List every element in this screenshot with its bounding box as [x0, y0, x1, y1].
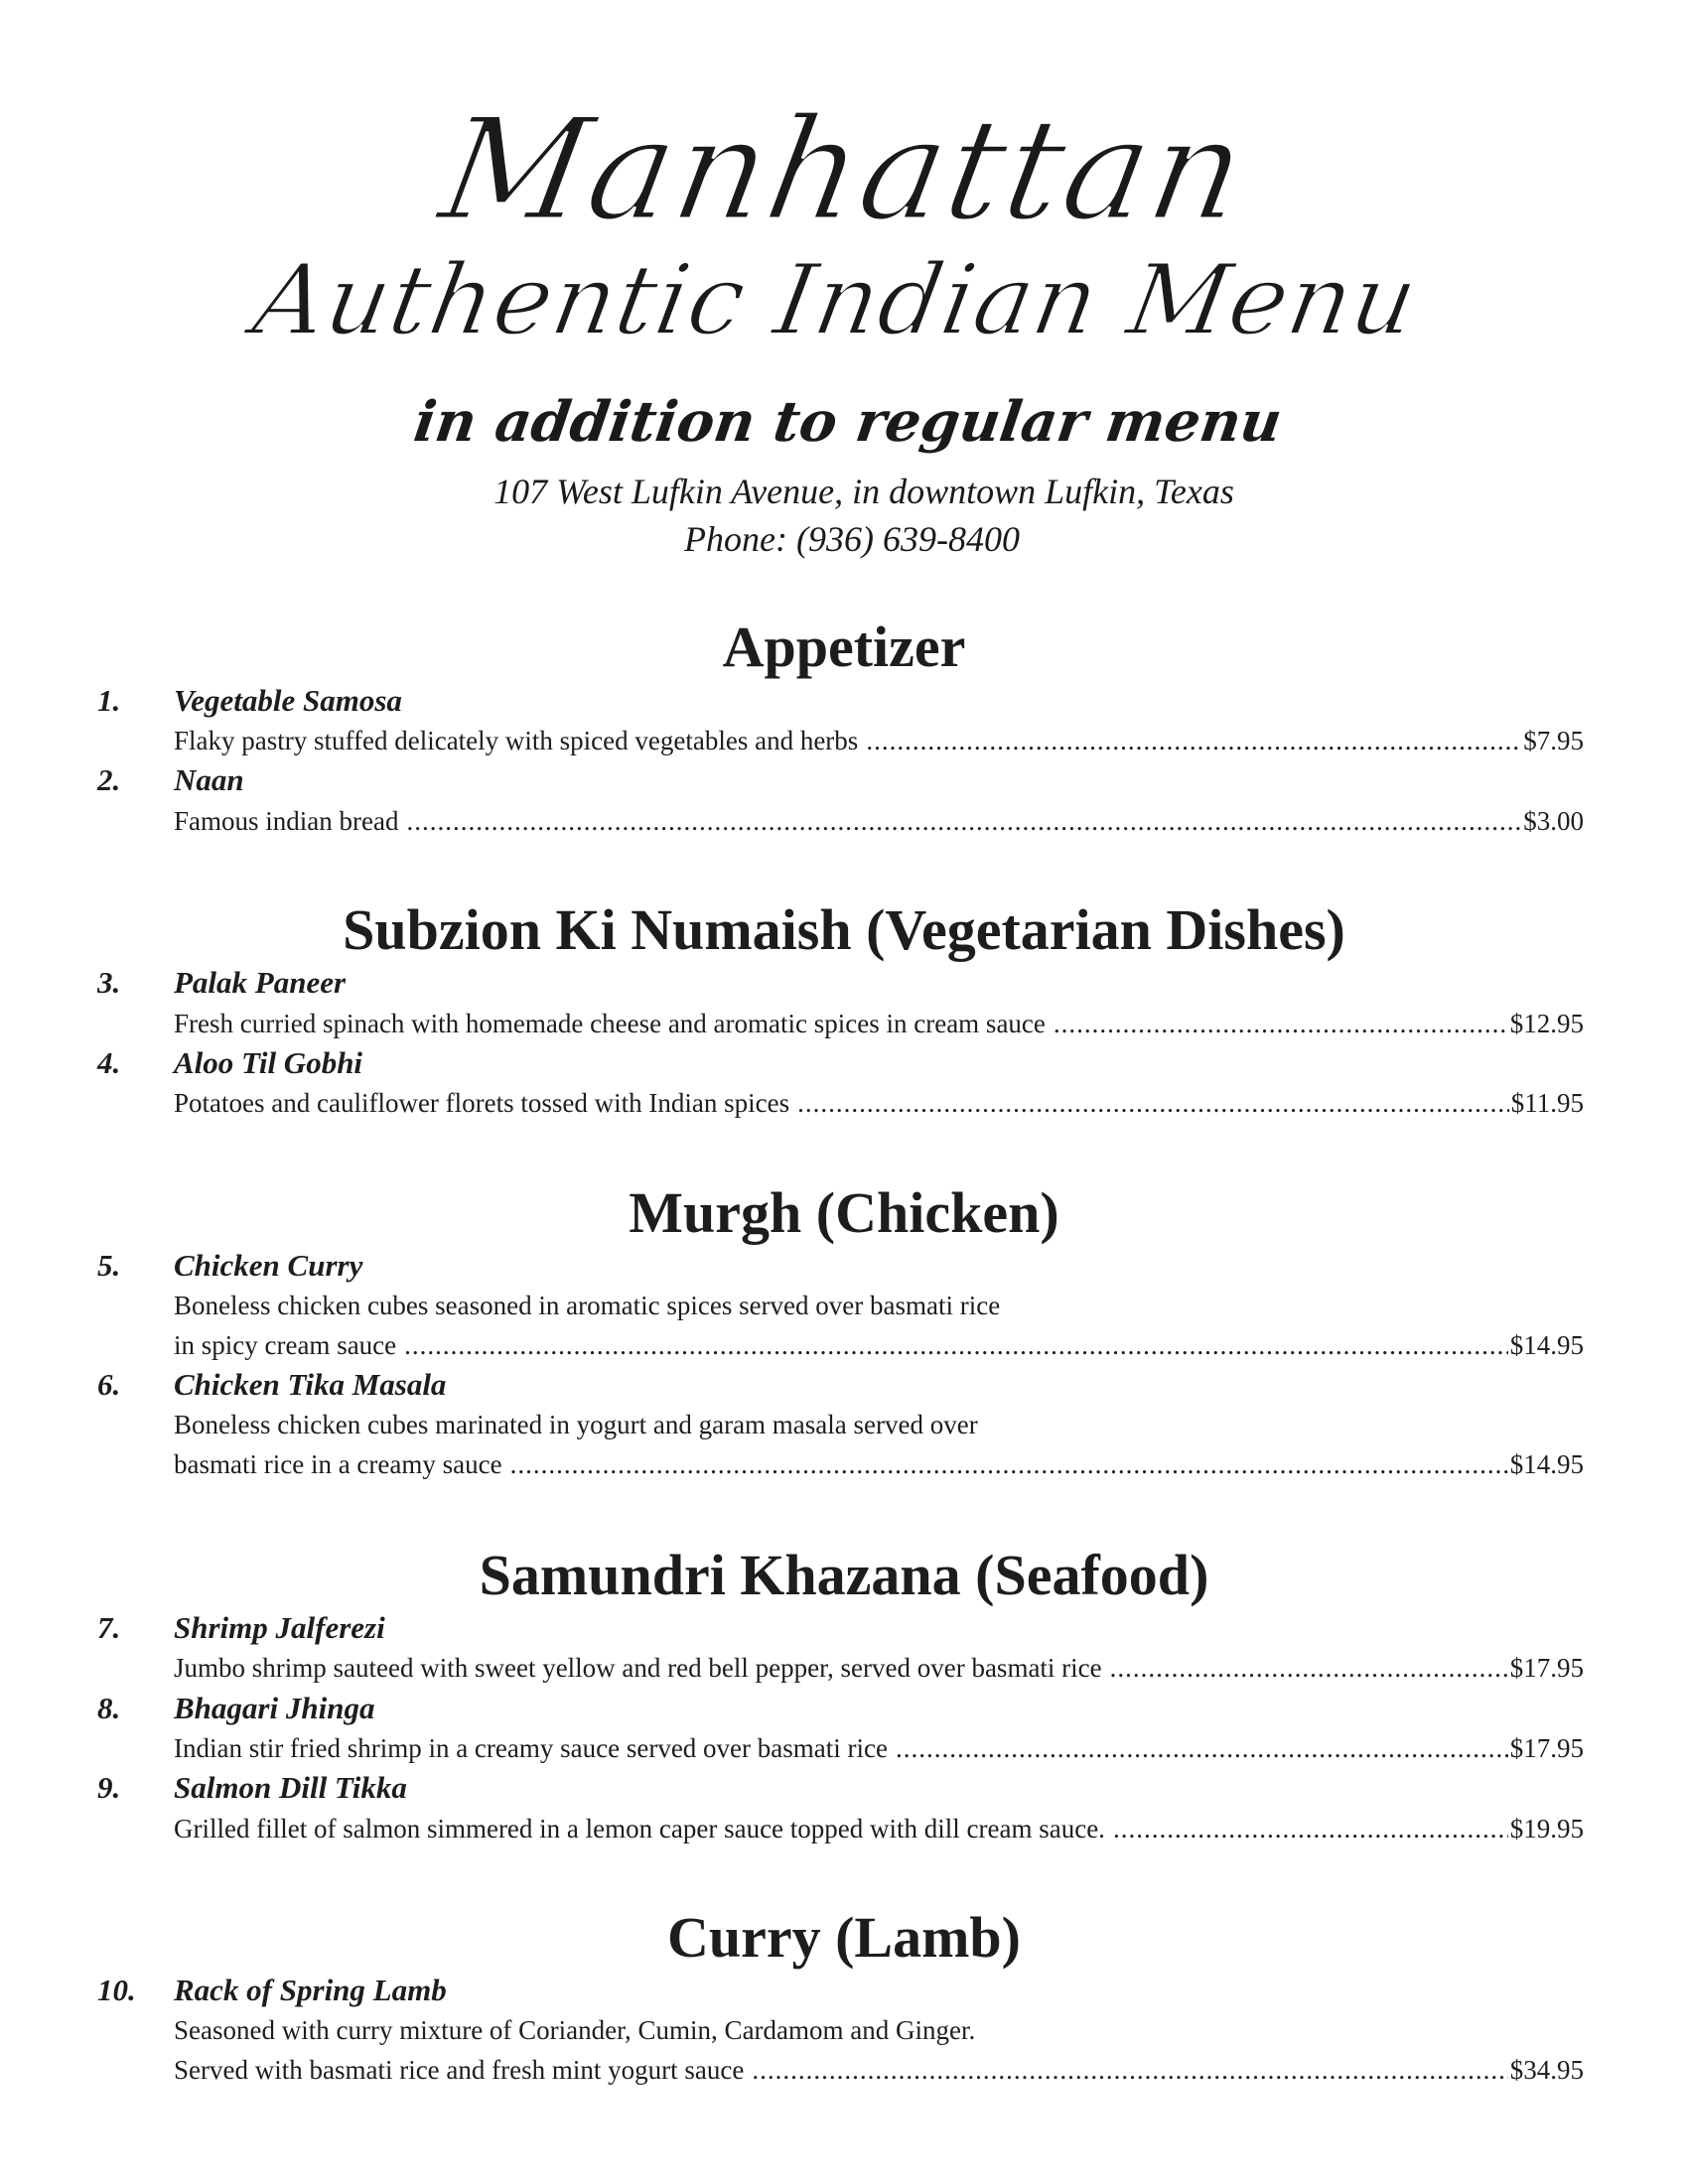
item-description: Seasoned with curry mixture of Coriander, Cumin, Cardamom and Ginger. — [174, 2015, 976, 2045]
item-name: Chicken Tika Masala — [174, 1367, 447, 1402]
item-name: Palak Paneer — [174, 965, 347, 1000]
item-description: Boneless chicken cubes marinated in yogurt and garam masala served over — [174, 1410, 978, 1439]
menu-tagline: in addition to regular menu — [410, 389, 1286, 455]
item-number: 3. — [97, 965, 121, 1000]
item-price: $17.95 — [1509, 1653, 1584, 1683]
item-price: $7.95 — [1523, 726, 1584, 755]
item-description: Flaky pastry stuffed delicately with spiced vegetables and herbs — [174, 726, 859, 755]
dot-leader — [797, 1087, 1509, 1119]
item-name: Chicken Curry — [174, 1248, 363, 1283]
item-number: 7. — [97, 1610, 121, 1645]
item-description: Jumbo shrimp sauteed with sweet yellow and red bell pepper, served over basmati rice — [174, 1653, 1102, 1683]
item-description: Indian stir fried shrimp in a creamy sauce served over basmati rice — [174, 1733, 888, 1763]
restaurant-title: Manhattan — [429, 88, 1259, 252]
item-number: 1. — [97, 683, 121, 718]
section-title-seafood: Samundri Khazana (Seafood) — [479, 1543, 1209, 1607]
section-title-vegetarian: Subzion Ki Numaish (Vegetarian Dishes) — [343, 897, 1345, 962]
item-description: Served with basmati rice and fresh mint yogurt sauce — [174, 2055, 745, 2085]
item-description: Boneless chicken cubes seasoned in aromatic spices served over basmati rice — [174, 1291, 1001, 1320]
item-price: $3.00 — [1523, 806, 1584, 836]
item-name: Aloo Til Gobhi — [174, 1045, 363, 1080]
item-description-row — [174, 1652, 1584, 1684]
item-description-row — [174, 805, 1584, 837]
item-name: Vegetable Samosa — [174, 683, 402, 718]
item-price: $14.95 — [1509, 1330, 1584, 1360]
item-description-row — [174, 1732, 1584, 1764]
item-description-row — [174, 2054, 1584, 2086]
item-number: 4. — [97, 1045, 121, 1080]
item-name: Salmon Dill Tikka — [174, 1770, 407, 1805]
item-price: $19.95 — [1509, 1814, 1584, 1843]
item-price: $12.95 — [1509, 1009, 1584, 1038]
dot-leader — [406, 805, 1521, 837]
item-description: Famous indian bread — [174, 806, 399, 836]
section-title-chicken: Murgh (Chicken) — [629, 1180, 1059, 1245]
item-number: 10. — [97, 1973, 136, 2007]
item-number: 5. — [97, 1248, 121, 1283]
item-description-row — [174, 1813, 1584, 1844]
item-description-row — [174, 725, 1584, 756]
item-description: Potatoes and cauliflower florets tossed with Indian spices — [174, 1088, 790, 1118]
item-name: Rack of Spring Lamb — [174, 1973, 447, 2007]
restaurant-phone: Phone: (936) 639-8400 — [684, 519, 1020, 559]
item-description-row — [174, 1087, 1584, 1119]
item-price: $34.95 — [1509, 2055, 1584, 2085]
dot-leader — [1110, 1652, 1508, 1684]
item-number: 8. — [97, 1691, 121, 1725]
item-description-row — [174, 1329, 1584, 1361]
item-price: $17.95 — [1509, 1733, 1584, 1763]
dot-leader — [896, 1732, 1508, 1764]
menu-subtitle: Authentic Indian Menu — [245, 244, 1427, 357]
dot-leader — [752, 2054, 1507, 2086]
item-description: Grilled fillet of salmon simmered in a lemon caper sauce topped with dill cream sauce. — [174, 1814, 1105, 1843]
item-number: 9. — [97, 1770, 121, 1805]
item-description-row — [174, 1448, 1584, 1480]
dot-leader — [404, 1329, 1508, 1361]
item-description-row — [174, 1008, 1584, 1039]
item-description: basmati rice in a creamy sauce — [174, 1449, 502, 1479]
item-name: Shrimp Jalferezi — [174, 1610, 385, 1645]
section-title-appetizer: Appetizer — [722, 614, 966, 679]
item-price: $11.95 — [1510, 1088, 1584, 1118]
item-name: Naan — [174, 762, 244, 797]
item-description: in spicy cream sauce — [174, 1330, 397, 1360]
restaurant-address: 107 West Lufkin Avenue, in downtown Lufkin, Texas — [493, 472, 1234, 511]
dot-leader — [866, 725, 1521, 756]
dot-leader — [510, 1448, 1508, 1480]
item-price: $14.95 — [1509, 1449, 1584, 1479]
item-description: Fresh curried spinach with homemade cheese and aromatic spices in cream sauce — [174, 1009, 1046, 1038]
dot-leader — [1054, 1008, 1508, 1039]
item-number: 6. — [97, 1367, 121, 1402]
item-number: 2. — [97, 762, 121, 797]
item-name: Bhagari Jhinga — [174, 1691, 375, 1725]
dot-leader — [1113, 1813, 1508, 1844]
section-title-lamb: Curry (Lamb) — [666, 1905, 1021, 1970]
